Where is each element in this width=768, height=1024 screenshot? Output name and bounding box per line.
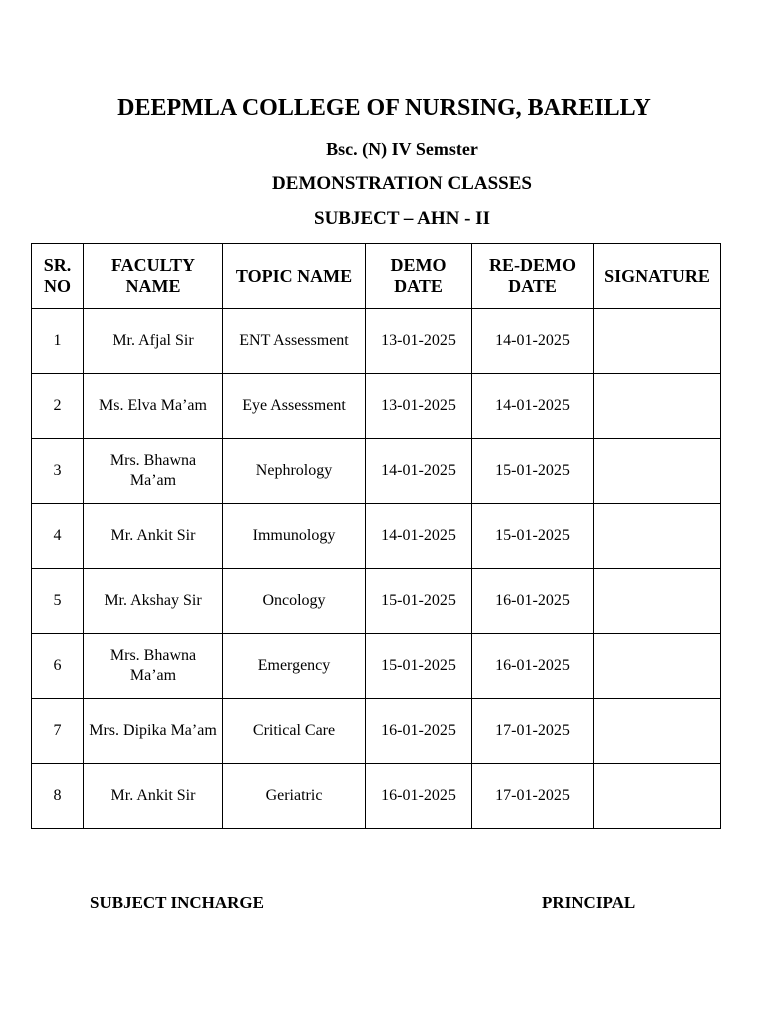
column-header-redemo-date: RE-DEMO DATE <box>472 244 594 309</box>
topic-name-cell: Oncology <box>223 569 366 634</box>
redemo-date-cell: 16-01-2025 <box>472 569 594 634</box>
sr-no-cell: 7 <box>32 699 84 764</box>
table-row <box>32 699 721 764</box>
table-body <box>32 309 721 829</box>
topic-name-cell: Geriatric <box>223 764 366 829</box>
redemo-date-cell: 16-01-2025 <box>472 634 594 699</box>
sr-no-cell: 5 <box>32 569 84 634</box>
redemo-date-cell: 17-01-2025 <box>472 764 594 829</box>
sr-no-cell: 4 <box>32 504 84 569</box>
demo-date-cell: 14-01-2025 <box>366 439 472 504</box>
faculty-name-cell: Mr. Ankit Sir <box>84 504 223 569</box>
signature-cell <box>594 569 721 634</box>
demo-date-cell: 14-01-2025 <box>366 504 472 569</box>
faculty-name-cell: Mr. Ankit Sir <box>84 764 223 829</box>
topic-name-cell: Critical Care <box>223 699 366 764</box>
topic-name-cell: Nephrology <box>223 439 366 504</box>
redemo-date-cell: 14-01-2025 <box>472 309 594 374</box>
table-row <box>32 309 721 374</box>
faculty-name-cell: Mrs. Bhawna Ma’am <box>84 439 223 504</box>
faculty-name-cell: Mrs. Dipika Ma’am <box>84 699 223 764</box>
demo-date-cell: 16-01-2025 <box>366 699 472 764</box>
demo-date-cell: 13-01-2025 <box>366 374 472 439</box>
topic-name-cell: ENT Assessment <box>223 309 366 374</box>
redemo-date-cell: 17-01-2025 <box>472 699 594 764</box>
faculty-name-cell: Mr. Akshay Sir <box>84 569 223 634</box>
signature-cell <box>594 439 721 504</box>
column-header-signature: SIGNATURE <box>594 244 721 309</box>
signature-cell <box>594 309 721 374</box>
sr-no-cell: 3 <box>32 439 84 504</box>
sr-no-cell: 2 <box>32 374 84 439</box>
topic-name-cell: Eye Assessment <box>223 374 366 439</box>
demo-date-cell: 15-01-2025 <box>366 634 472 699</box>
signature-cell <box>594 764 721 829</box>
demo-date-cell: 15-01-2025 <box>366 569 472 634</box>
topic-name-cell: Immunology <box>223 504 366 569</box>
semester-label: Bsc. (N) IV Semster <box>326 139 478 159</box>
column-header-sr-no: SR. NO <box>32 244 84 309</box>
sr-no-cell: 8 <box>32 764 84 829</box>
subject-incharge-label: SUBJECT INCHARGE <box>90 893 264 912</box>
demo-date-cell: 16-01-2025 <box>366 764 472 829</box>
table-row <box>32 504 721 569</box>
column-header-faculty-name: FACULTY NAME <box>84 244 223 309</box>
sr-no-cell: 1 <box>32 309 84 374</box>
demo-date-cell: 13-01-2025 <box>366 309 472 374</box>
faculty-name-cell: Ms. Elva Ma’am <box>84 374 223 439</box>
principal-label: PRINCIPAL <box>542 893 636 912</box>
signature-cell <box>594 374 721 439</box>
redemo-date-cell: 15-01-2025 <box>472 504 594 569</box>
demonstration-schedule-table <box>31 243 721 829</box>
signature-cell <box>594 634 721 699</box>
class-type-heading: DEMONSTRATION CLASSES <box>272 173 532 194</box>
table-row <box>32 569 721 634</box>
subject-heading: SUBJECT – AHN - II <box>314 208 490 229</box>
college-title: DEEPMLA COLLEGE OF NURSING, BAREILLY <box>117 95 651 121</box>
faculty-name-cell: Mrs. Bhawna Ma’am <box>84 634 223 699</box>
topic-name-cell: Emergency <box>223 634 366 699</box>
column-header-topic-name: TOPIC NAME <box>223 244 366 309</box>
table-row <box>32 374 721 439</box>
signature-cell <box>594 504 721 569</box>
redemo-date-cell: 15-01-2025 <box>472 439 594 504</box>
redemo-date-cell: 14-01-2025 <box>472 374 594 439</box>
table-row <box>32 634 721 699</box>
table-header <box>32 244 721 309</box>
sr-no-cell: 6 <box>32 634 84 699</box>
table-row <box>32 764 721 829</box>
faculty-name-cell: Mr. Afjal Sir <box>84 309 223 374</box>
header-row <box>32 244 721 309</box>
table-row <box>32 439 721 504</box>
column-header-demo-date: DEMO DATE <box>366 244 472 309</box>
signature-cell <box>594 699 721 764</box>
